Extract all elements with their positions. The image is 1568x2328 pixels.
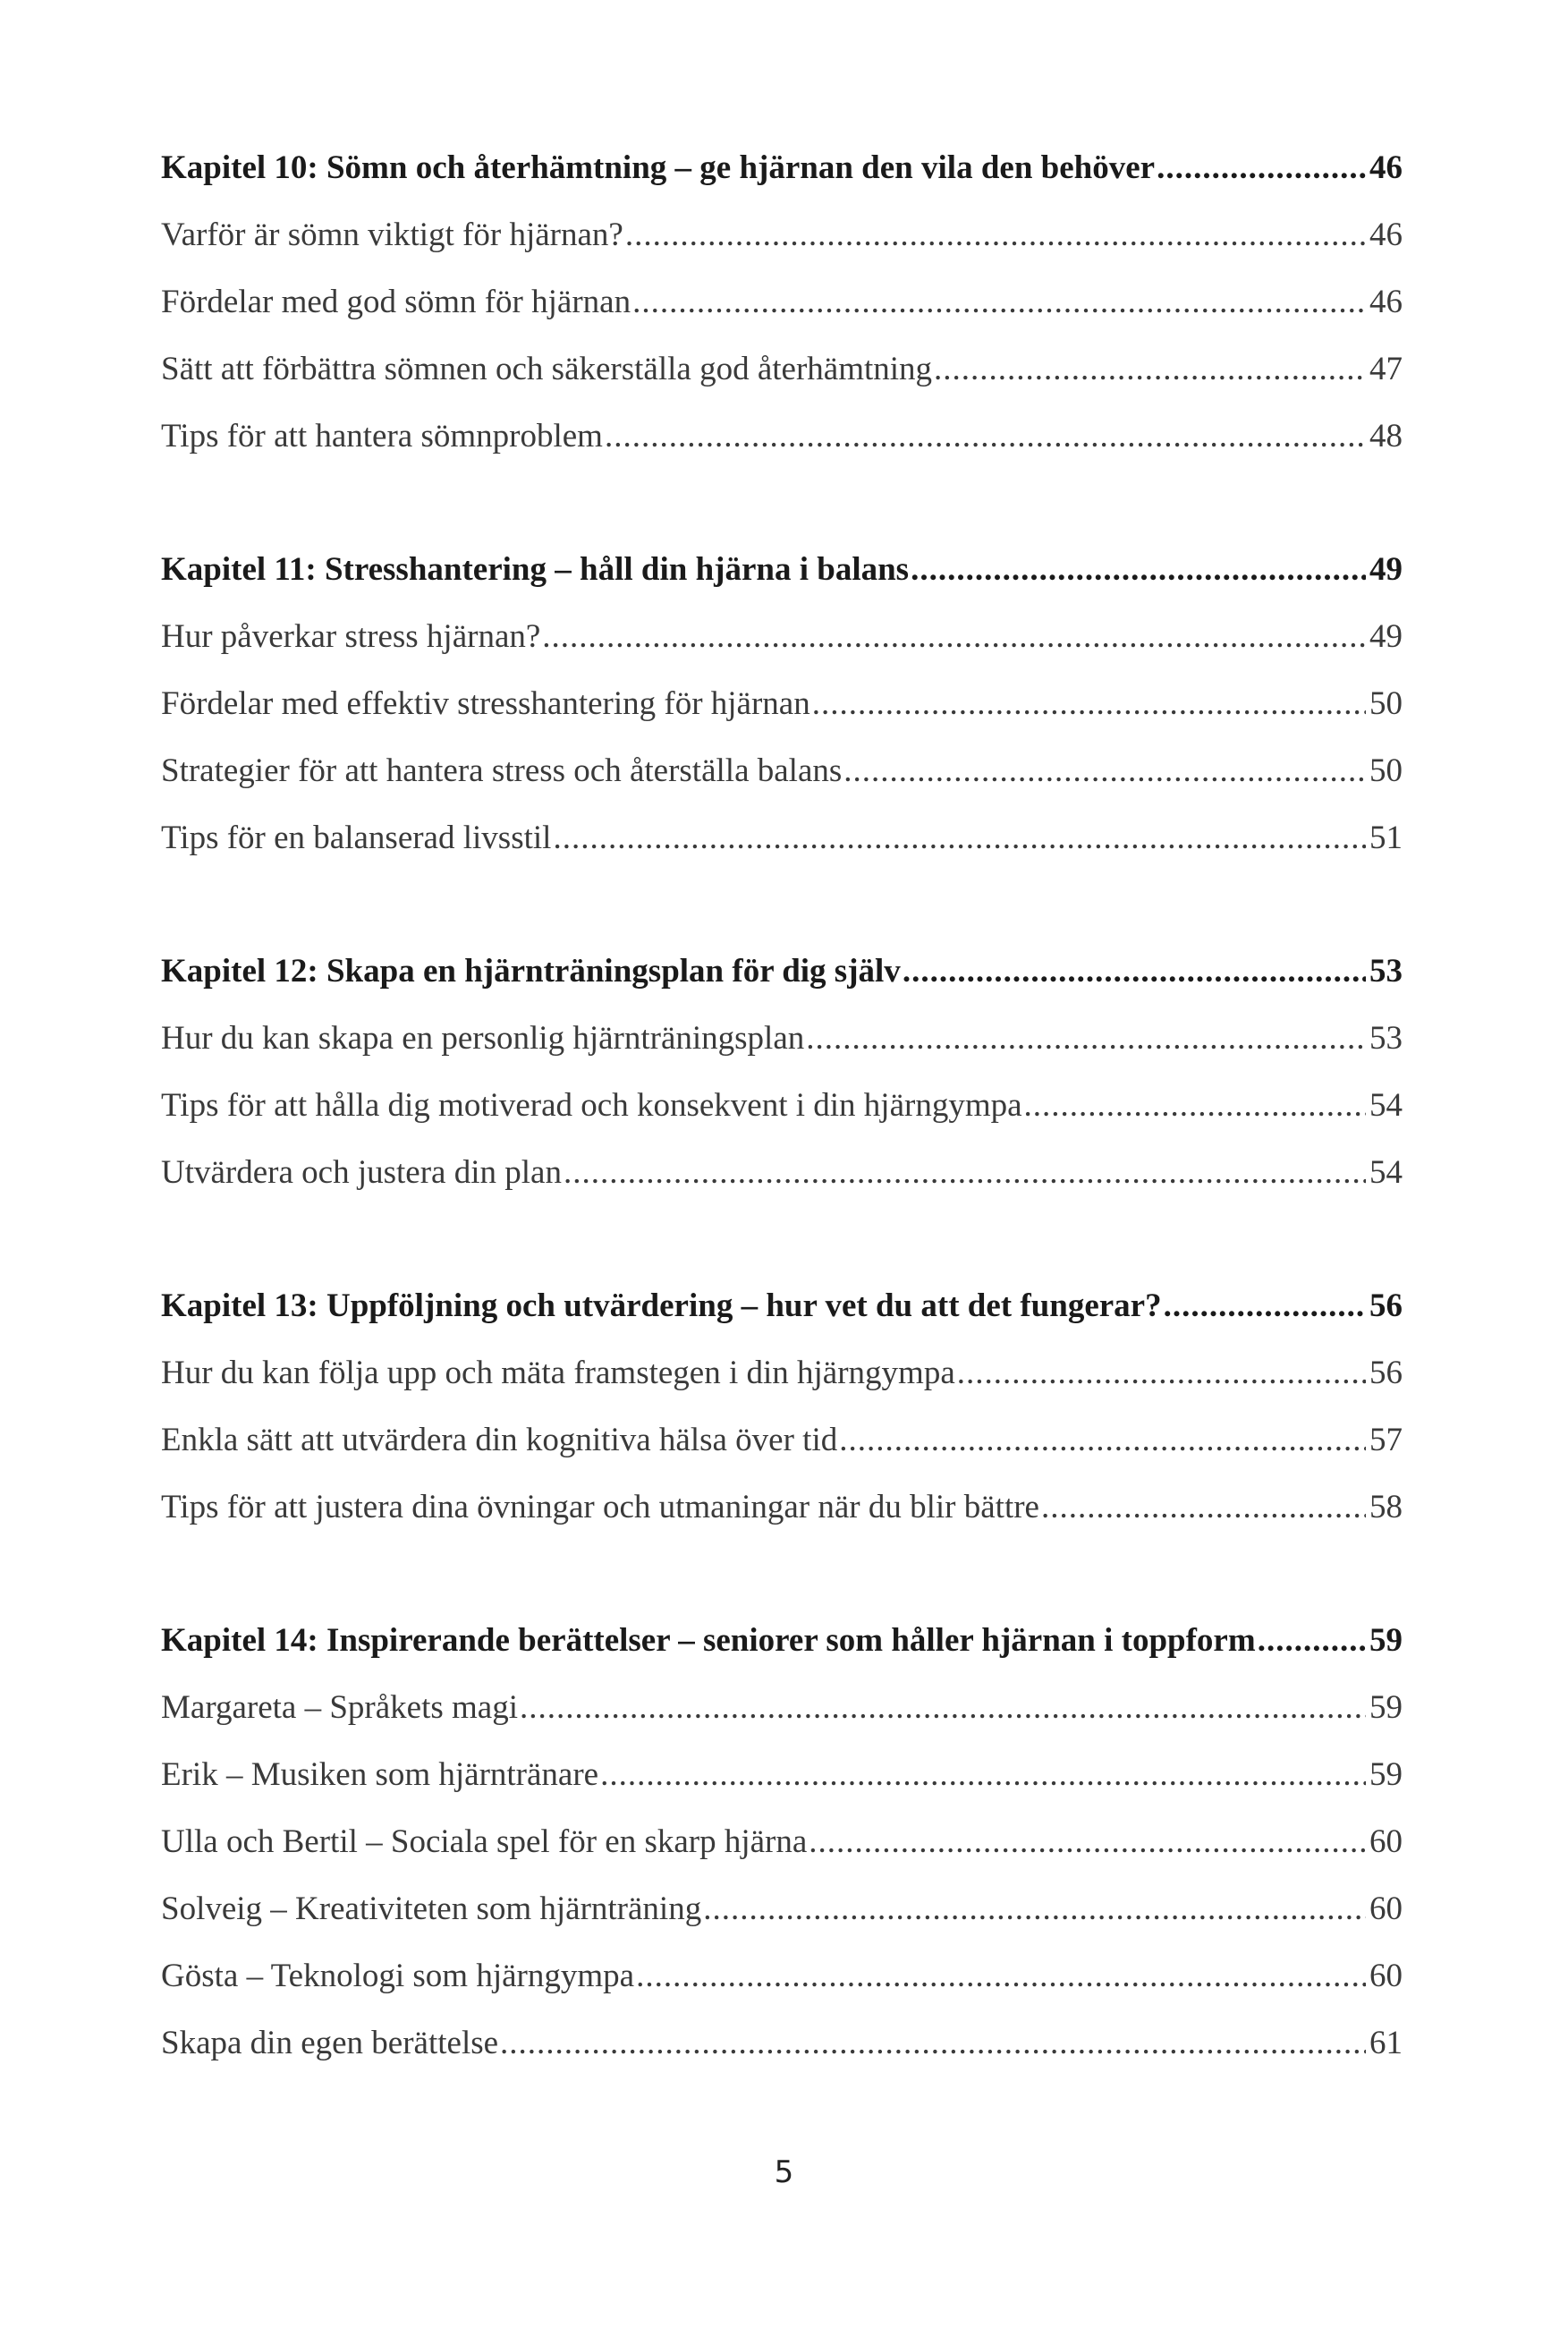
toc-page-number: 57 [1369, 1422, 1403, 1458]
dot-leader [903, 938, 1366, 1005]
toc-page-number: 61 [1369, 2025, 1403, 2061]
toc-chapter-heading[interactable] [161, 1607, 1403, 1674]
toc-entry[interactable] [161, 268, 1403, 336]
toc-entry-title: Fördelar med effektiv stresshantering för hjärnan [161, 685, 810, 722]
dot-leader [957, 1339, 1366, 1406]
toc-entry[interactable] [161, 670, 1403, 737]
toc-page-number: 49 [1369, 618, 1403, 655]
dot-leader [934, 336, 1366, 403]
toc-entry[interactable] [161, 1339, 1403, 1406]
dot-leader [843, 737, 1366, 804]
toc-chapter-13 [161, 1272, 1403, 1541]
toc-chapter-14 [161, 1607, 1403, 2077]
toc-entry[interactable] [161, 1942, 1403, 2009]
toc-entry[interactable] [161, 1741, 1403, 1808]
toc-page-number: 56 [1369, 1287, 1403, 1324]
toc-entry[interactable] [161, 1808, 1403, 1875]
toc-entry[interactable] [161, 403, 1403, 470]
page-number: 5 [774, 2154, 794, 2190]
toc-entry-title: Skapa din egen berättelse [161, 2025, 499, 2061]
toc-chapter-12 [161, 938, 1403, 1206]
toc-page-number: 46 [1369, 284, 1403, 320]
toc-entry-title: Hur du kan skapa en personlig hjärnträningsplan [161, 1020, 805, 1057]
toc-page-number: 53 [1369, 1020, 1403, 1057]
toc-page-number: 60 [1369, 1958, 1403, 1994]
toc-entry-title: Kapitel 11: Stresshantering – håll din hjärna i balans [161, 551, 910, 588]
toc-page-number: 53 [1369, 953, 1403, 990]
toc-entry-title: Solveig – Kreativiteten som hjärnträning [161, 1890, 702, 1927]
toc-entry-title: Kapitel 10: Sömn och återhämtning – ge hjärnan den vila den behöver [161, 149, 1156, 186]
toc-entry[interactable] [161, 603, 1403, 670]
dot-leader [632, 268, 1366, 336]
toc-entry[interactable] [161, 336, 1403, 403]
toc-page-number: 46 [1369, 217, 1403, 253]
toc-page-number: 47 [1369, 351, 1403, 387]
dot-leader [553, 804, 1366, 871]
toc-page-number: 60 [1369, 1823, 1403, 1860]
toc-page-number: 46 [1369, 149, 1403, 186]
toc-entry-title: Hur du kan följa upp och mäta framstegen i din hjärngympa [161, 1355, 955, 1391]
toc-entry[interactable] [161, 737, 1403, 804]
dot-leader [809, 1808, 1366, 1875]
dot-leader [636, 1942, 1366, 2009]
dot-leader [703, 1875, 1366, 1942]
toc-entry-title: Varför är sömn viktigt för hjärnan? [161, 217, 623, 253]
toc-entry[interactable] [161, 1875, 1403, 1942]
toc-page-number: 48 [1369, 418, 1403, 455]
toc-chapter-heading[interactable] [161, 1272, 1403, 1339]
dot-leader [806, 1005, 1366, 1072]
toc-entry-title: Tips för en balanserad livsstil [161, 820, 552, 856]
toc-entry-title: Fördelar med god sömn för hjärnan [161, 284, 631, 320]
toc-entry[interactable] [161, 1474, 1403, 1541]
dot-leader [520, 1674, 1366, 1741]
toc-page-number: 59 [1369, 1622, 1403, 1659]
dot-leader [1024, 1072, 1366, 1139]
toc-page-number: 54 [1369, 1087, 1403, 1124]
toc-entry[interactable] [161, 201, 1403, 268]
dot-leader [1041, 1474, 1366, 1541]
dot-leader [605, 403, 1366, 470]
toc-page-number: 58 [1369, 1489, 1403, 1525]
toc-entry-title: Strategier för att hantera stress och återställa balans [161, 752, 843, 789]
toc-page-number: 51 [1369, 820, 1403, 856]
toc-entry[interactable] [161, 1072, 1403, 1139]
toc-page-number: 50 [1369, 752, 1403, 789]
toc-entry[interactable] [161, 1406, 1403, 1474]
dot-leader [564, 1139, 1366, 1206]
toc-entry-title: Enkla sätt att utvärdera din kognitiva hälsa över tid [161, 1422, 838, 1458]
dot-leader [812, 670, 1366, 737]
toc-chapter-11 [161, 536, 1403, 871]
toc-chapter-10 [161, 134, 1403, 470]
toc-page-number: 60 [1369, 1890, 1403, 1927]
dot-leader [1157, 134, 1366, 201]
dot-leader [500, 2009, 1366, 2077]
toc-entry[interactable] [161, 804, 1403, 871]
toc-entry[interactable] [161, 1005, 1403, 1072]
dot-leader [911, 536, 1366, 603]
toc-entry-title: Kapitel 13: Uppföljning och utvärdering – hur vet du att det fungerar? [161, 1287, 1162, 1324]
toc-page-number: 49 [1369, 551, 1403, 588]
toc-entry-title: Gösta – Teknologi som hjärngympa [161, 1958, 635, 1994]
toc-chapter-heading[interactable] [161, 536, 1403, 603]
toc-chapter-heading[interactable] [161, 938, 1403, 1005]
toc-entry-title: Kapitel 14: Inspirerande berättelser – seniorer som håller hjärnan i toppform [161, 1622, 1256, 1659]
toc-page-number: 59 [1369, 1689, 1403, 1726]
dot-leader [1258, 1607, 1366, 1674]
toc-entry-title: Erik – Musiken som hjärntränare [161, 1756, 599, 1793]
toc-entry-title: Ulla och Bertil – Sociala spel för en skarp hjärna [161, 1823, 808, 1860]
dot-leader [839, 1406, 1366, 1474]
dot-leader [542, 603, 1366, 670]
toc-page-number: 59 [1369, 1756, 1403, 1793]
toc-page-number: 56 [1369, 1355, 1403, 1391]
toc-entry-title: Margareta – Språkets magi [161, 1689, 518, 1726]
toc-entry-title: Sätt att förbättra sömnen och säkerställa god återhämtning [161, 351, 933, 387]
toc-page-number: 50 [1369, 685, 1403, 722]
dot-leader [625, 201, 1366, 268]
toc-entry-title: Kapitel 12: Skapa en hjärnträningsplan för dig själv [161, 953, 901, 990]
toc-entry-title: Tips för att hålla dig motiverad och konsekvent i din hjärngympa [161, 1087, 1022, 1124]
dot-leader [1164, 1272, 1366, 1339]
toc-entry-title: Tips för att justera dina övningar och utmaningar när du blir bättre [161, 1489, 1039, 1525]
toc-page-number: 54 [1369, 1154, 1403, 1191]
toc-entry[interactable] [161, 1674, 1403, 1741]
table-of-contents [161, 134, 1403, 2143]
toc-entry-title: Hur påverkar stress hjärnan? [161, 618, 541, 655]
toc-entry-title: Tips för att hantera sömnproblem [161, 418, 603, 455]
toc-entry-title: Utvärdera och justera din plan [161, 1154, 562, 1191]
toc-entry[interactable] [161, 1139, 1403, 1206]
toc-chapter-heading[interactable] [161, 134, 1403, 201]
dot-leader [600, 1741, 1366, 1808]
toc-entry[interactable] [161, 2009, 1403, 2077]
